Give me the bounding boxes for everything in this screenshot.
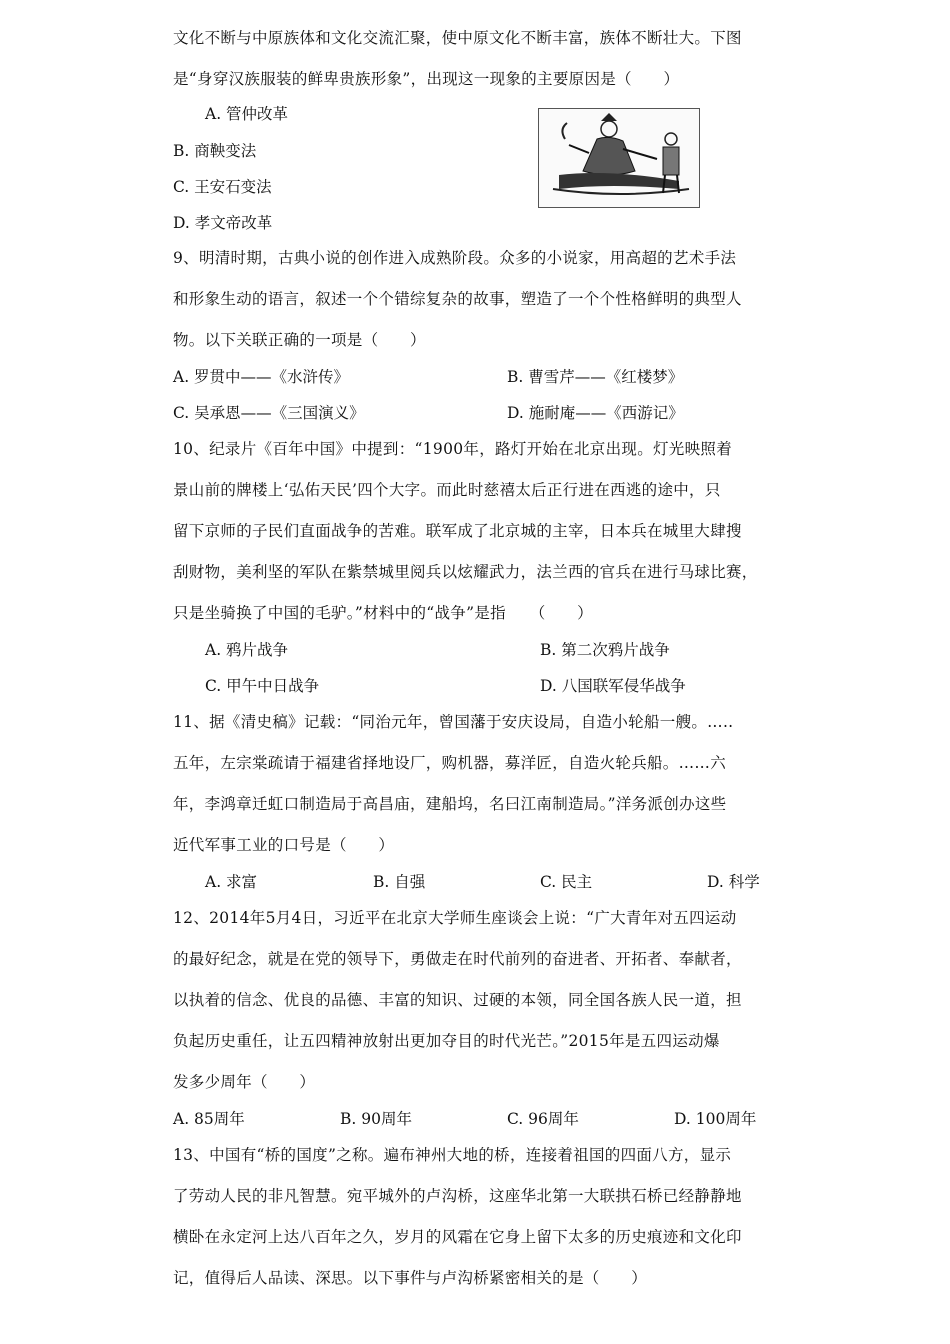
q13-line-4: 记，值得后人品读、深思。以下事件与卢沟桥紧密相关的是（ ） bbox=[173, 1269, 648, 1287]
q11-line-4: 近代军事工业的口号是（ ） bbox=[173, 836, 395, 854]
q12-line-2: 的最好纪念，就是在党的领导下，勇做走在时代前列的奋进者、开拓者、奉献者， bbox=[173, 950, 742, 968]
q11-option-a: A. 求富 bbox=[205, 873, 258, 891]
q11-option-c: C. 民主 bbox=[540, 873, 593, 891]
q11-line-2: 五年，左宗棠疏请于福建省择地设厂，购机器，募洋匠，自造火轮兵船。……六 bbox=[173, 754, 727, 772]
q12-line-3: 以执着的信念、优良的品德、丰富的知识、过硬的本领，同全国各族人民一道，担 bbox=[173, 991, 742, 1009]
q10-line-3: 留下京师的子民们直面战争的苦难。联军成了北京城的主宰，日本兵在城里大肆搜 bbox=[173, 522, 742, 540]
q9-option-a: A. 罗贯中——《水浒传》 bbox=[173, 368, 350, 386]
q8-option-b: B. 商鞅变法 bbox=[173, 142, 257, 160]
q12-line-5: 发多少周年（ ） bbox=[173, 1073, 316, 1091]
q10-option-a: A. 鸦片战争 bbox=[205, 641, 289, 659]
q10-line-5: 只是坐骑换了中国的毛驴。”材料中的“战争”是指 （ ） bbox=[173, 604, 593, 622]
q8-option-c: C. 王安石变法 bbox=[173, 178, 272, 196]
q8-line-1: 文化不断与中原族体和文化交流汇聚，使中原文化不断丰富，族体不断壮大。下图 bbox=[173, 29, 742, 47]
q11-option-d: D. 科学 bbox=[707, 873, 760, 891]
xianbei-noble-illustration-icon bbox=[538, 108, 700, 208]
q9-line-1: 9、明清时期，古典小说的创作进入成熟阶段。众多的小说家，用高超的艺术手法 bbox=[173, 249, 737, 267]
q10-option-b: B. 第二次鸦片战争 bbox=[540, 641, 670, 659]
q10-line-2: 景山前的牌楼上‘弘佑天民’四个大字。而此时慈禧太后正行进在西逃的途中，只 bbox=[173, 481, 721, 499]
q10-option-c: C. 甲午中日战争 bbox=[205, 677, 320, 695]
q11-line-1: 11、据《清史稿》记载：“同治元年，曾国藩于安庆设局，自造小轮船一艘。….. bbox=[173, 713, 734, 731]
q9-option-b: B. 曹雪芹——《红楼梦》 bbox=[507, 368, 684, 386]
q9-option-c: C. 吴承恩——《三国演义》 bbox=[173, 404, 365, 422]
q11-option-b: B. 自强 bbox=[373, 873, 426, 891]
q8-line-2: 是“身穿汉族服装的鲜卑贵族形象”，出现这一现象的主要原因是（ ） bbox=[173, 70, 680, 88]
q12-option-c: C. 96周年 bbox=[507, 1110, 579, 1128]
q13-line-1: 13、中国有“桥的国度”之称。遍布神州大地的桥，连接着祖国的四面八方，显示 bbox=[173, 1146, 732, 1164]
q10-line-1: 10、纪录片《百年中国》中提到：“1900年，路灯开始在北京出现。灯光映照着 bbox=[173, 440, 732, 458]
q8-option-d: D. 孝文帝改革 bbox=[173, 214, 273, 232]
q12-line-4: 负起历史重任，让五四精神放射出更加夺目的时代光芒。”2015年是五四运动爆 bbox=[173, 1032, 720, 1050]
q9-line-3: 物。以下关联正确的一项是（ ） bbox=[173, 331, 426, 349]
q10-option-d: D. 八国联军侵华战争 bbox=[540, 677, 686, 695]
q12-option-a: A. 85周年 bbox=[173, 1110, 245, 1128]
q9-option-d: D. 施耐庵——《西游记》 bbox=[507, 404, 684, 422]
q11-line-3: 年，李鸿章迁虹口制造局于高昌庙，建船坞，名曰江南制造局。”洋务派创办这些 bbox=[173, 795, 727, 813]
q12-line-1: 12、2014年5月4日，习近平在北京大学师生座谈会上说：“广大青年对五四运动 bbox=[173, 909, 737, 927]
q10-line-4: 刮财物，美利坚的军队在紫禁城里阅兵以炫耀武力，法兰西的官兵在进行马球比赛， bbox=[173, 563, 758, 581]
q13-line-2: 了劳动人民的非凡智慧。宛平城外的卢沟桥，这座华北第一大联拱石桥已经静静地 bbox=[173, 1187, 742, 1205]
q12-option-d: D. 100周年 bbox=[674, 1110, 757, 1128]
q13-line-3: 横卧在永定河上达八百年之久，岁月的风霜在它身上留下太多的历史痕迹和文化印 bbox=[173, 1228, 742, 1246]
q12-option-b: B. 90周年 bbox=[340, 1110, 412, 1128]
q8-option-a: A. 管仲改革 bbox=[205, 105, 289, 123]
q9-line-2: 和形象生动的语言，叙述一个个错综复杂的故事，塑造了一个个性格鲜明的典型人 bbox=[173, 290, 742, 308]
